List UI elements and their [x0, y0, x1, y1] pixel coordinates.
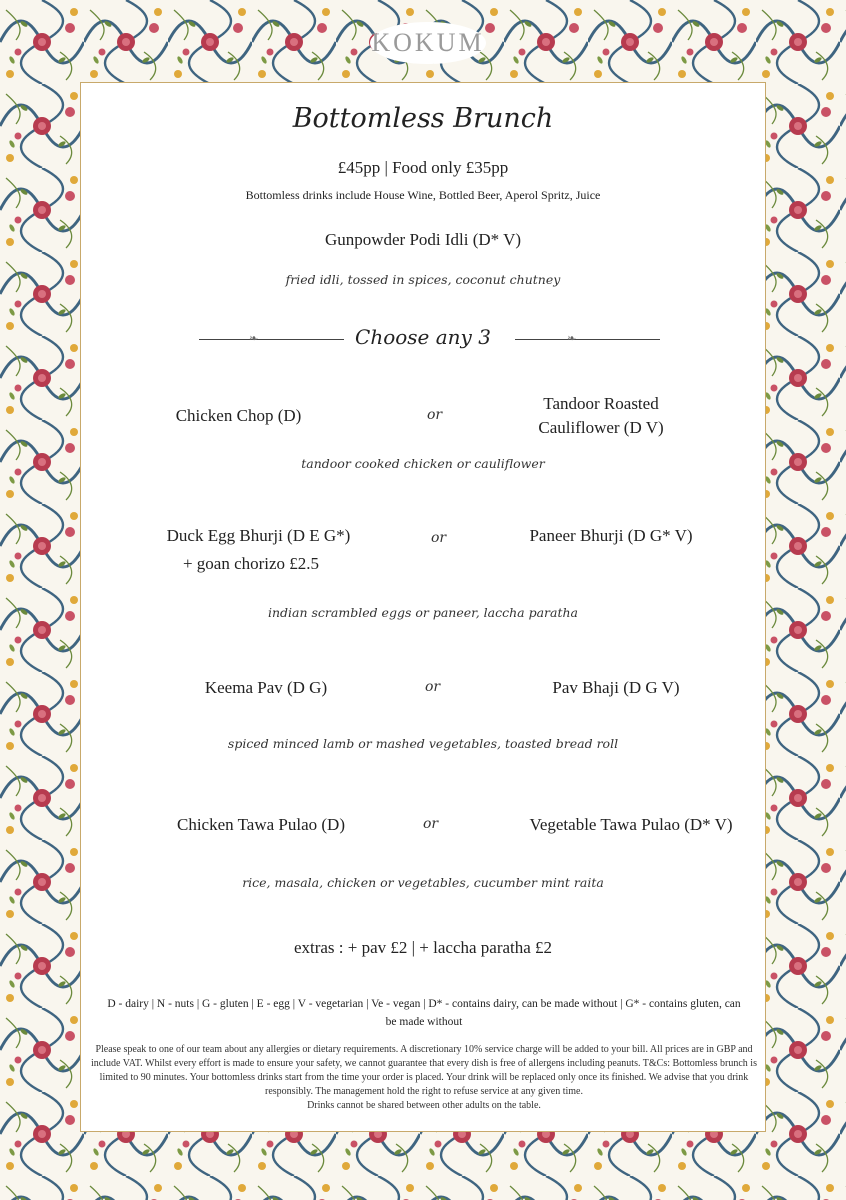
ornament-right: ❧ — [567, 332, 577, 345]
option-1-or: or — [427, 407, 443, 423]
option-4-right: Vegetable Tawa Pulao (D* V) — [529, 815, 733, 834]
option-1-description: tandoor cooked chicken or cauliflower — [301, 456, 545, 471]
choose-heading: Choose any 3 — [355, 325, 491, 349]
option-2-right: Paneer Bhurji (D G* V) — [529, 526, 693, 545]
terms-last-line: Drinks cannot be shared between other adults on the table. — [307, 1100, 541, 1111]
option-3-right: Pav Bhaji (D G V) — [552, 678, 680, 697]
allergen-legend: D - dairy | N - nuts | G - gluten | E - egg | V - vegetarian | Ve - vegan | D* - contains dairy, can be made without | G* - contains gluten, can be made without — [107, 998, 741, 1028]
option-1-right-line2: Cauliflower (D V) — [538, 418, 664, 437]
option-3-or: or — [425, 679, 441, 695]
option-3-description: spiced minced lamb or mashed vegetables, toasted bread roll — [227, 736, 619, 751]
option-2-description: indian scrambled eggs or paneer, laccha paratha — [267, 605, 579, 620]
price-line: £45pp | Food only £35pp — [337, 158, 509, 177]
option-1-left: Chicken Chop (D) — [175, 406, 302, 425]
kokum-logo: KOKUM — [370, 22, 486, 64]
divider-right — [515, 339, 660, 340]
option-4-or: or — [423, 816, 439, 832]
drinks-line: Bottomless drinks include House Wine, Bottled Beer, Aperol Spritz, Juice — [245, 188, 601, 202]
main-dish: Gunpowder Podi Idli (D* V) — [324, 230, 522, 249]
main-dish-description: fried idli, tossed in spices, coconut chutney — [285, 272, 561, 287]
option-2-left-extra: + goan chorizo £2.5 — [182, 554, 320, 573]
option-1-right-line1: Tandoor Roasted — [543, 394, 659, 413]
option-4-description: rice, masala, chicken or vegetables, cucumber mint raita — [242, 875, 604, 890]
extras-line: extras : + pav £2 | + laccha paratha £2 — [293, 938, 553, 957]
option-1-right — [511, 392, 691, 440]
option-3-left: Keema Pav (D G) — [204, 678, 328, 697]
menu-title: Bottomless Brunch — [292, 103, 554, 134]
option-2-left: Duck Egg Bhurji (D E G*) — [166, 526, 351, 545]
terms-text: Please speak to one of our team about any allergies or dietary requirements. A discretionary 10% service charge will be added to your bill. All prices are in GBP and include VAT. Whilst every effort is made to ensure your safety, we cannot guarantee that every dish is free of allergens including peanuts. T&Cs: Bottomless brunch is limited to 90 minutes. Your bottomless drinks start from the time your order is placed. Your drink will be replaced only once its finished. We advise that you drink responsibly. The management hold the right to refuse service at any given time. — [91, 1044, 757, 1097]
menu-card — [80, 82, 766, 1132]
option-2-or: or — [431, 530, 447, 546]
option-4-left: Chicken Tawa Pulao (D) — [177, 815, 345, 834]
terms-and-conditions — [91, 1043, 757, 1113]
ornament-left: ❧ — [249, 332, 259, 345]
